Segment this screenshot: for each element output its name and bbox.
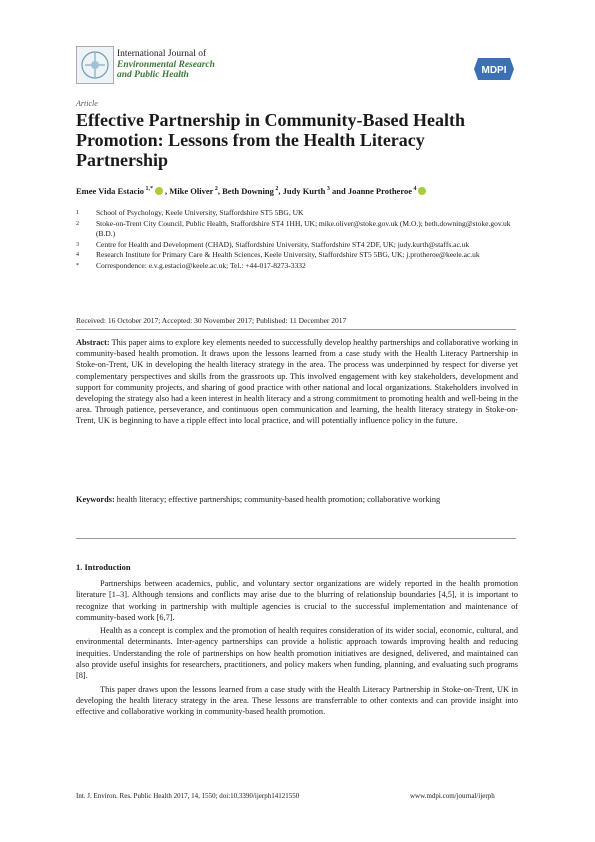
author-name: Judy Kurth: [282, 186, 326, 196]
affiliation-number: 2: [76, 220, 79, 227]
journal-name-line1: International Journal of: [117, 49, 207, 59]
paragraph: Health as a concept is complex and the promotion of health requires consideration of its wider social, economic, cultural, and environmental determinants. Inter-agency partnerships can provide a holistic approach towards improving health and reducing inequities. Understanding the role of partnerships on how health promotion initiatives are designed, delivered, and maintained can also provide useful insights for researchers, practitioners, and policy makers when funding, planning, and evaluating such programs [8].: [76, 626, 518, 681]
divider-bottom: [76, 538, 516, 539]
affiliation-number: 3: [76, 241, 79, 248]
author-name: Joanne Protheroe: [347, 186, 412, 196]
author-separator: and: [329, 186, 348, 196]
affiliation-item: [76, 261, 516, 272]
affiliation-number: 1: [76, 210, 79, 216]
journal-logo: [76, 46, 114, 84]
section-heading: 1. Introduction: [76, 562, 131, 572]
journal-name: [117, 49, 215, 81]
author-name: Beth Downing: [222, 186, 274, 196]
affiliation-item: [76, 250, 516, 261]
affiliation-item: [76, 208, 516, 219]
footer-journal-url[interactable]: www.mdpi.com/journal/ijerph: [410, 792, 495, 800]
article-type: Article: [76, 99, 98, 108]
affiliation-item: [76, 219, 516, 240]
author-affiliation-marker: 1,*: [144, 186, 153, 193]
paragraph: This paper draws upon the lessons learned from a case study with the Health Literacy Partnership in Stoke-on-Trent, UK in developing the health literacy strategy in the area. These lessons are transferrable to other contexts and can provide insight into effective and collaborative working in community-based health promotion.: [76, 684, 518, 717]
abstract-label: Abstract:: [76, 338, 110, 347]
affiliation-text: Correspondence: e.v.g.estacio@keele.ac.uk; Tel.: +44-017-8273-3332: [96, 260, 306, 270]
keywords: [76, 494, 518, 505]
affiliation-text: School of Psychology, Keele University, Staffordshire ST5 5BG, UK: [96, 208, 304, 217]
affiliation-number: *: [76, 262, 79, 269]
author-list: [76, 186, 516, 196]
author-separator: ,: [278, 186, 283, 196]
journal-emblem-icon: [77, 47, 113, 83]
author-affiliation-marker: 3: [325, 186, 330, 193]
mdpi-logo-text: MDPI: [481, 65, 507, 76]
author-name: Mike Oliver: [169, 186, 214, 196]
mdpi-logo: [474, 58, 514, 80]
affiliation-item: [76, 240, 516, 251]
journal-name-line3: and Public Health: [117, 70, 189, 80]
abstract: [76, 337, 518, 427]
author-affiliation-marker: 2: [213, 186, 218, 193]
author-separator: ,: [165, 186, 170, 196]
affiliation-number: 4: [76, 252, 79, 259]
affiliation-text: Research Institute for Primary Care & Health Sciences, Keele University, Staffordshire ST5 5BG, UK; j.protheroe@keele.ac.uk: [96, 250, 480, 260]
keywords-label: Keywords:: [76, 495, 115, 504]
abstract-text: This paper aims to explore key elements needed to successfully develop healthy partnerships and collaborative working in community-based health promotion. It draws upon the lessons learned from a case study with the Health Literacy Partnership in Stoke-on-Trent, UK in developing the health literacy strategy in the area. The process was underpinned by respect for diverse yet complementary perspectives and skills from the grassroots up. This involved engagement with key stakeholders, development and support for community projects, and sharing of good practice with other national and local organizations. Stakeholders involved in developing the strategy also had a keen interest in health literacy and a strong commitment to promoting health and well-being in the area. Through patience, perseverance, and continuous open communication and learning, the health literacy strategy in Stoke-on-Trent, UK is beginning to have a ripple effect into local practice, and will potentially influence policy in the future.: [76, 338, 518, 426]
paragraph: Partnerships between academics, public, and voluntary sector organizations are widely reported in the health promotion literature [1–3]. Although tensions and conflicts may arise due to the blurring of relationship boundaries [4,5], it is important to recognize that working in partnership with multiple agencies is crucial to the successful implementation and maintenance of community-based work [6,7].: [76, 579, 518, 622]
author-name: Emee Vida Estacio: [76, 186, 144, 196]
publication-dates: Received: 16 October 2017; Accepted: 30 November 2017; Published: 11 December 2017: [76, 316, 347, 325]
journal-name-line2: Environmental Research: [117, 59, 215, 70]
author-affiliation-marker: 4: [411, 186, 417, 193]
paper-title: Effective Partnership in Community-Based Health Promotion: Lessons from the Health Literacy Partnership: [76, 110, 465, 170]
footer-citation: Int. J. Environ. Res. Public Health 2017, 14, 1550; doi:10.3390/ijerph14121550: [76, 792, 300, 800]
orcid-icon[interactable]: [155, 187, 163, 195]
author-affiliation-marker: 2: [273, 186, 279, 193]
body-text: [76, 578, 518, 720]
affiliation-text: Stoke-on-Trent City Council, Public Health, Staffordshire ST4 1HH, UK; mike.oliver@stoke.gov.uk (M.O.); beth.downing@stoke.gov.uk (B.D.): [96, 218, 511, 239]
affiliation-text: Centre for Health and Development (CHAD), Staffordshire University, Staffordshire ST4 2DF, UK; judy.kurth@staffs.ac.uk: [96, 239, 470, 249]
divider-top: [76, 329, 516, 330]
keywords-text: health literacy; effective partnerships; community-based health promotion; collaborative working: [116, 495, 441, 504]
affiliations: [76, 208, 516, 272]
orcid-icon[interactable]: [418, 187, 426, 195]
author-separator: ,: [217, 186, 223, 196]
